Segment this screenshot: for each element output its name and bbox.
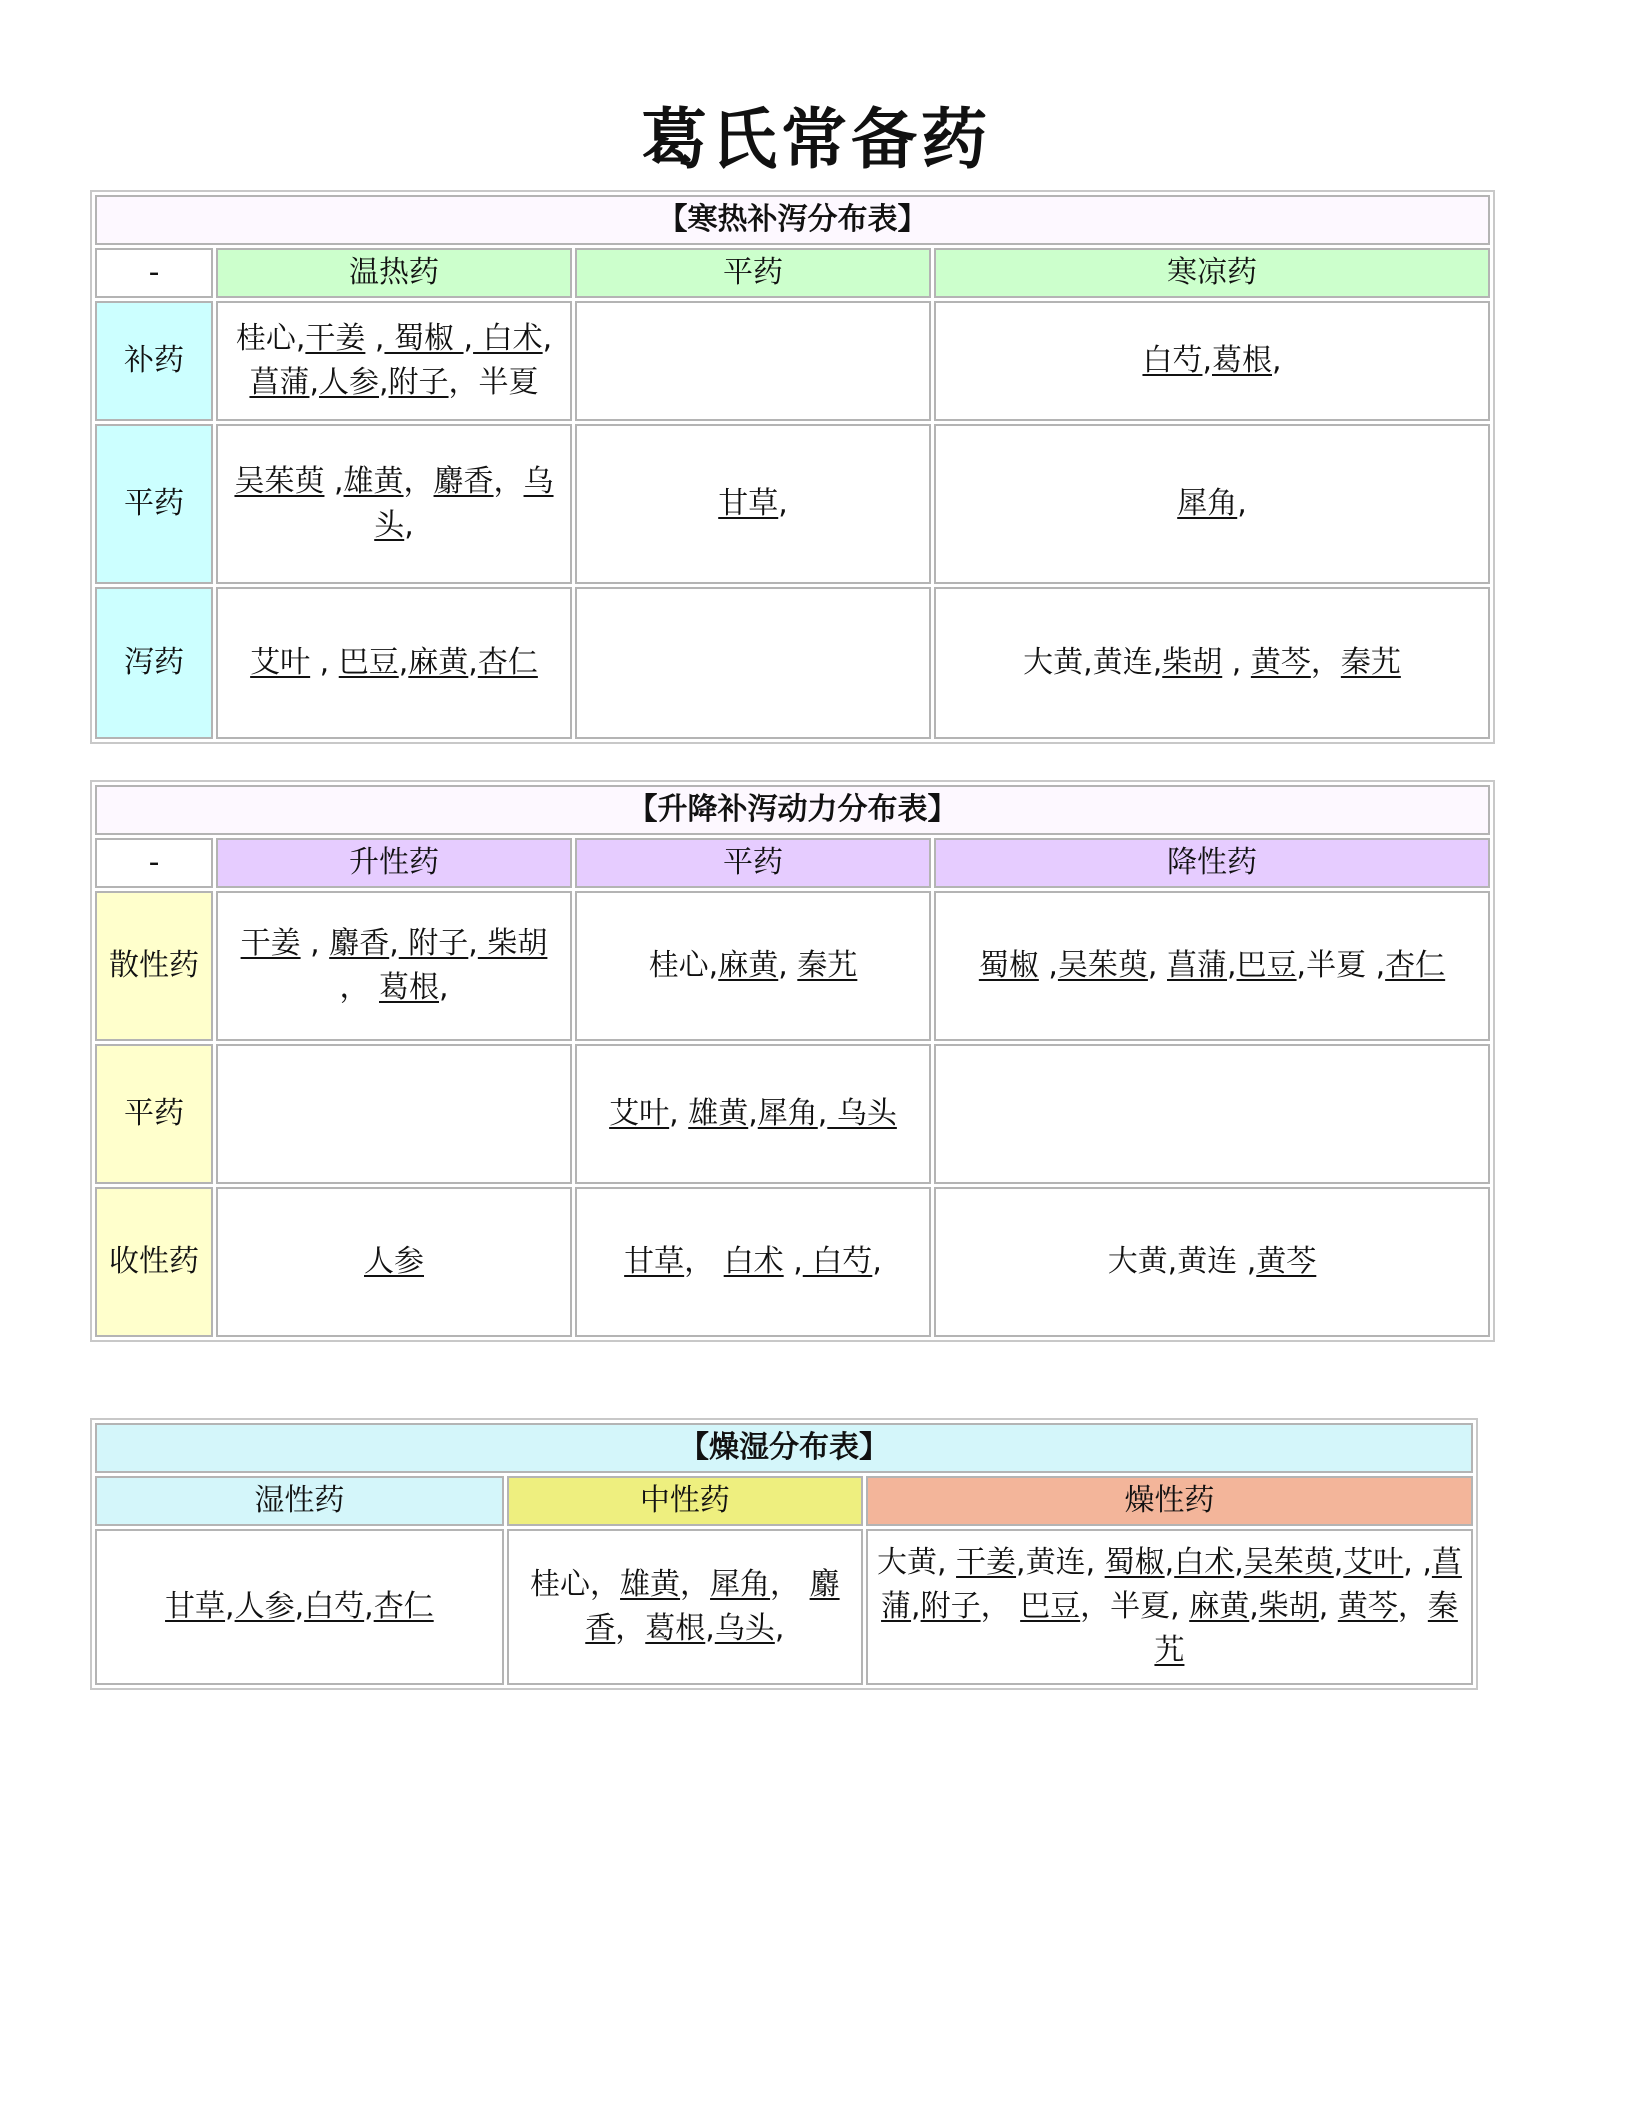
table-cell [575, 1044, 931, 1184]
cell-text: ，半夏 [448, 365, 539, 400]
cell-text: , [778, 486, 788, 521]
cell-text: ， [339, 970, 379, 1005]
herb-link[interactable]: 干姜 [305, 321, 366, 356]
cell-text: 大黄,黄连, [1023, 645, 1163, 680]
table-cell [575, 424, 931, 584]
column-header-damp: 湿性药 [95, 1476, 504, 1526]
cell-text: , [468, 926, 478, 961]
cell-text: 大黄, [876, 1545, 957, 1580]
corner-cell: - [95, 838, 213, 888]
cell-text: ， [1310, 645, 1341, 680]
table-cell [216, 587, 572, 739]
herb-link[interactable]: 吴茱萸 [234, 464, 325, 499]
herb-link[interactable]: 巴豆 [1236, 948, 1297, 983]
table-cell [934, 891, 1490, 1041]
herb-link[interactable]: 白术 [1174, 1545, 1235, 1580]
cell-text: , [463, 321, 474, 356]
cell-text: , [1333, 1545, 1344, 1580]
table-cell [934, 301, 1490, 421]
cell-text: , [778, 948, 798, 983]
cell-text: ， [493, 464, 524, 499]
cell-text: , [1249, 1589, 1259, 1624]
herb-link[interactable]: 白芍 [304, 1589, 365, 1624]
herb-link[interactable]: 葛根 [1212, 343, 1272, 378]
cell-text: , [1227, 948, 1237, 983]
herb-link[interactable]: 蜀椒 [1104, 1545, 1165, 1580]
cold-heat-tonify-purge-table [90, 190, 1495, 744]
herb-link[interactable]: 干姜 [956, 1545, 1017, 1580]
herb-link[interactable]: 葛根 [379, 970, 439, 1005]
cell-text: , [817, 1096, 828, 1131]
cell-text: 大黄,黄连 , [1107, 1244, 1257, 1279]
cell-text: , [439, 970, 449, 1005]
herb-link[interactable]: 附子 [398, 926, 469, 961]
herb-link[interactable]: 人参 [319, 365, 379, 400]
herb-link[interactable]: 犀角 [1177, 486, 1238, 521]
table-cell [95, 1529, 504, 1685]
row-header-astringent: 收性药 [95, 1187, 213, 1337]
cell-text: ， [615, 1611, 646, 1646]
table-caption: 【燥湿分布表】 [95, 1423, 1473, 1473]
row-header-purge: 泻药 [95, 587, 213, 739]
herb-link[interactable]: 麻黄 [1189, 1589, 1250, 1624]
herb-link[interactable]: 人参 [364, 1244, 424, 1279]
herb-link[interactable]: 甘草 [718, 486, 779, 521]
cell-text: , [300, 926, 330, 961]
herb-link[interactable]: 秦艽 [1154, 1589, 1458, 1668]
cell-text: , [365, 321, 385, 356]
herb-link[interactable]: 雄黄 [343, 464, 404, 499]
cell-text: , [1318, 1589, 1338, 1624]
herb-link[interactable]: 黄芩 [1337, 1589, 1398, 1624]
herb-link[interactable]: 吴茱萸 [1057, 948, 1148, 983]
herb-link[interactable]: 麝香 [585, 1567, 840, 1646]
table-cell [216, 1187, 572, 1337]
table-cell [866, 1529, 1473, 1685]
cell-text: , [1237, 486, 1247, 521]
herb-link[interactable]: 黄芩 [1250, 645, 1311, 680]
cell-text: , [872, 1244, 882, 1279]
herb-link[interactable]: 犀角 [710, 1567, 771, 1602]
herb-link[interactable]: 麻黄 [408, 645, 469, 680]
herb-link[interactable]: 乌头 [827, 1096, 897, 1131]
cell-text: , [774, 1611, 785, 1646]
cell-text: 桂心， [530, 1567, 621, 1602]
herb-link[interactable]: 蜀椒 [978, 948, 1039, 983]
row-header-tonify: 补药 [95, 301, 213, 421]
cell-text: , [468, 645, 478, 680]
ascend-descend-dynamics-table [90, 780, 1495, 1342]
herb-link[interactable]: 巴豆 [1020, 1589, 1081, 1624]
table-cell [934, 1044, 1490, 1184]
corner-cell: - [95, 248, 213, 298]
cell-text: , [669, 1096, 689, 1131]
dry-damp-table [90, 1418, 1478, 1690]
cell-text: , [1164, 1545, 1175, 1580]
cell-text: ， [684, 1244, 724, 1279]
herb-link[interactable]: 柴胡 [1258, 1589, 1319, 1624]
column-header-neutral: 平药 [575, 248, 931, 298]
column-header-descending: 降性药 [934, 838, 1490, 888]
herb-link[interactable]: 乌头 [714, 1611, 775, 1646]
herb-link[interactable]: 艾叶 [1343, 1545, 1404, 1580]
herb-link[interactable]: 人参 [234, 1589, 295, 1624]
table-cell [575, 891, 931, 1041]
herb-link[interactable]: 雄黄 [688, 1096, 749, 1131]
herb-link[interactable]: 雄黄 [620, 1567, 681, 1602]
cell-text: , , [1403, 1545, 1432, 1580]
herb-link[interactable]: 艾叶 [609, 1096, 670, 1131]
cell-text: , [379, 365, 389, 400]
table-cell [216, 1044, 572, 1184]
herb-link[interactable]: 白芍 [1142, 343, 1203, 378]
cell-text: , [748, 1096, 758, 1131]
herb-link[interactable]: 杏仁 [1385, 948, 1446, 983]
table-caption: 【寒热补泻分布表】 [95, 195, 1490, 245]
table-cell [216, 301, 572, 421]
table-cell [934, 1187, 1490, 1337]
cell-text: , [309, 365, 319, 400]
cell-text: 桂心 [235, 321, 296, 356]
table-cell [216, 891, 572, 1041]
cell-text: , [295, 321, 306, 356]
herb-link[interactable]: 菖蒲 [1167, 948, 1227, 983]
cell-text: , [404, 508, 414, 543]
cell-text: ， [403, 464, 434, 499]
herb-link[interactable]: 杏仁 [373, 1589, 434, 1624]
cell-text: , [1234, 1545, 1244, 1580]
cell-text: ， [1397, 1589, 1428, 1624]
table-caption: 【升降补泻动力分布表】 [95, 785, 1490, 835]
herb-link[interactable]: 柴胡 [477, 926, 548, 961]
cell-text: ， [770, 1567, 810, 1602]
cell-text: , [542, 321, 553, 356]
row-header-neutral: 平药 [95, 1044, 213, 1184]
cell-text: ,黄连, [1016, 1545, 1105, 1580]
cell-text: , [294, 1589, 305, 1624]
table-cell [934, 424, 1490, 584]
herb-link[interactable]: 巴豆 [338, 645, 399, 680]
cell-text: , [783, 1244, 803, 1279]
row-header-neutral: 平药 [95, 424, 213, 584]
cell-text: , [1222, 645, 1251, 680]
cell-text: 桂心, [648, 948, 719, 983]
cell-text: ， [680, 1567, 711, 1602]
cell-text: , [324, 464, 344, 499]
cell-text: , [1038, 948, 1058, 983]
column-header-warm-hot: 温热药 [216, 248, 572, 298]
herb-link[interactable]: 干姜 [240, 926, 301, 961]
cell-text: , [364, 1589, 374, 1624]
herb-link[interactable]: 甘草 [165, 1589, 226, 1624]
table-cell [575, 1187, 931, 1337]
herb-link[interactable]: 犀角 [757, 1096, 818, 1131]
herb-link[interactable]: 黄芩 [1256, 1244, 1317, 1279]
herb-link[interactable]: 秦艽 [797, 948, 858, 983]
column-header-ascending: 升性药 [216, 838, 572, 888]
row-header-dispersing: 散性药 [95, 891, 213, 1041]
herb-link[interactable]: 麻黄 [718, 948, 779, 983]
herb-link[interactable]: 秦艽 [1340, 645, 1401, 680]
cell-text: ,半夏 , [1296, 948, 1386, 983]
herb-link[interactable]: 菖蒲 [249, 365, 310, 400]
herb-link[interactable]: 麝香 [329, 926, 390, 961]
herb-link[interactable]: 菖蒲 [881, 1545, 1462, 1624]
table-cell [216, 424, 572, 584]
cell-text: , [1272, 343, 1282, 378]
cell-text: , [398, 645, 409, 680]
table-cell [507, 1529, 863, 1685]
herb-link[interactable]: 杏仁 [477, 645, 538, 680]
table-cell [575, 587, 931, 739]
cell-text: ，半夏, [1080, 1589, 1190, 1624]
cell-text: , [1147, 948, 1167, 983]
column-header-neutral: 中性药 [507, 1476, 863, 1526]
herb-link[interactable]: 柴胡 [1162, 645, 1223, 680]
column-header-dry: 燥性药 [866, 1476, 1473, 1526]
table-cell [575, 301, 931, 421]
herb-link[interactable]: 艾叶 [250, 645, 311, 680]
herb-link[interactable]: 甘草 [624, 1244, 685, 1279]
herb-link[interactable]: 蜀椒 [384, 321, 464, 356]
herb-link[interactable]: 白术 [473, 321, 543, 356]
column-header-neutral: 平药 [575, 838, 931, 888]
column-header-cold-cool: 寒凉药 [934, 248, 1490, 298]
page-title: 葛氏常备药 [641, 101, 991, 178]
herb-link[interactable]: 麝香 [433, 464, 494, 499]
herb-link[interactable]: 附子 [388, 365, 449, 400]
cell-text: , [389, 926, 399, 961]
herb-link[interactable]: 白术 [723, 1244, 784, 1279]
herb-link[interactable]: 附子 [920, 1589, 981, 1624]
cell-text: , [911, 1589, 921, 1624]
cell-text: , [310, 645, 339, 680]
herb-link[interactable]: 白芍 [802, 1244, 873, 1279]
cell-text: , [225, 1589, 235, 1624]
herb-link[interactable]: 吴茱萸 [1243, 1545, 1334, 1580]
cell-text: , [705, 1611, 715, 1646]
herb-link[interactable]: 葛根 [645, 1611, 706, 1646]
cell-text: , [1202, 343, 1212, 378]
cell-text: ， [980, 1589, 1021, 1624]
table-cell [934, 587, 1490, 739]
herb-link[interactable]: 乌头 [374, 464, 554, 543]
